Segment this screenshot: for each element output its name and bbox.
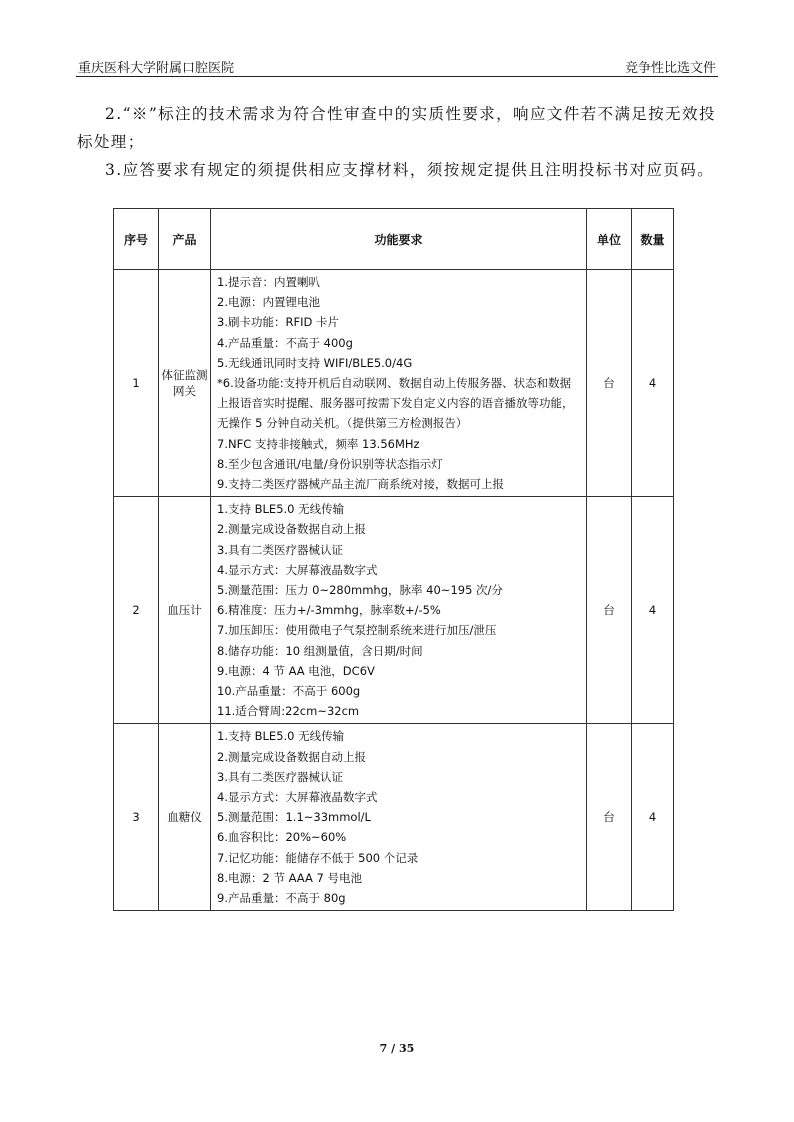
note-2: 3.应答要求有规定的须提供相应支撑材料，须按规定提供且注明投标书对应页码。 xyxy=(105,161,715,179)
row-seq: 1 xyxy=(114,270,159,497)
requirement-item: 1.支持 BLE5.0 无线传输 xyxy=(217,729,345,744)
table-row xyxy=(114,497,674,724)
col-header-unit: 单位 xyxy=(587,209,632,270)
spec-table xyxy=(113,208,674,911)
requirement-item: 6.血容积比：20%~60% xyxy=(217,830,347,845)
row-requirements xyxy=(211,497,587,724)
row-quantity: 4 xyxy=(632,270,674,497)
row-unit: 台 xyxy=(587,497,632,724)
requirement-item: 3.具有二类医疗器械认证 xyxy=(217,769,343,784)
requirement-item: 6.精准度：压力+/-3mmhg，脉率数+/-5% xyxy=(217,603,441,618)
requirement-item: 3.具有二类医疗器械认证 xyxy=(217,542,343,557)
col-header-requirements: 功能要求 xyxy=(211,209,587,270)
col-header-product: 产品 xyxy=(159,209,211,270)
row-quantity: 4 xyxy=(632,497,674,724)
table-row xyxy=(114,270,674,497)
requirement-item: 4.显示方式：大屏幕液晶数字式 xyxy=(217,790,378,805)
row-unit: 台 xyxy=(587,270,632,497)
requirement-item: 5.测量范围：压力 0~280mmhg，脉率 40~195 次/分 xyxy=(217,583,503,598)
requirement-item: 3.刷卡功能：RFID 卡片 xyxy=(217,315,339,330)
col-header-seq: 序号 xyxy=(114,209,159,270)
header-institution: 重庆医科大学附属口腔医院 xyxy=(78,61,235,76)
row-unit: 台 xyxy=(587,724,632,911)
requirement-item: 10.产品重量：不高于 600g xyxy=(217,684,361,699)
requirement-item: 2.电源：内置锂电池 xyxy=(217,295,320,310)
requirement-item: 1.提示音：内置喇叭 xyxy=(217,275,320,289)
requirement-item: *6.设备功能:支持开机后自动联网、数据自动上传服务器、状态和数据上报语音实时提醒、服务器可按需下发自定义内容的语音播放等功能，无操作 5 分钟自动关机。（提供第三方检测报告） xyxy=(217,376,574,431)
row-product: 血压计 xyxy=(159,497,211,724)
row-seq: 3 xyxy=(114,724,159,911)
requirement-item: 8.电源：2 节 AAA 7 号电池 xyxy=(217,870,362,885)
row-seq: 2 xyxy=(114,497,159,724)
row-requirements xyxy=(211,270,587,497)
requirement-item: 5.测量范围：1.1~33mmol/L xyxy=(217,810,371,825)
requirement-item: 9.电源：4 节 AA 电池，DC6V xyxy=(217,663,375,678)
requirement-item: 5.无线通讯同时支持 WIFI/BLE5.0/4G xyxy=(217,355,413,370)
requirement-item: 7.NFC 支持非接触式，频率 13.56MHz xyxy=(217,436,420,451)
requirement-item: 4.产品重量：不高于 400g xyxy=(217,335,353,350)
row-quantity: 4 xyxy=(632,724,674,911)
requirement-item: 8.储存功能：10 组测量值，含日期/时间 xyxy=(217,643,423,658)
requirement-item: 7.加压卸压：使用微电子气泵控制系统来进行加压/泄压 xyxy=(217,623,497,638)
table-header-row xyxy=(114,209,674,270)
header-document-type: 竞争性比选文件 xyxy=(624,61,716,76)
row-product: 体征监测网关 xyxy=(159,270,211,497)
requirement-item: 2.测量完成设备数据自动上报 xyxy=(217,749,366,764)
page-header xyxy=(76,54,718,77)
table-row xyxy=(114,724,674,911)
row-requirements xyxy=(211,724,587,911)
notes-section xyxy=(77,100,719,184)
col-header-quantity: 数量 xyxy=(632,209,674,270)
requirement-item: 1.支持 BLE5.0 无线传输 xyxy=(217,502,345,517)
requirement-item: 4.显示方式：大屏幕液晶数字式 xyxy=(217,562,378,577)
requirement-item: 9.支持二类医疗器械产品主流厂商系统对接，数据可上报 xyxy=(217,477,504,492)
page-number: 7 / 35 xyxy=(379,1042,415,1055)
requirement-item: 11.适合臂周:22cm~32cm xyxy=(217,704,360,719)
requirement-item: 7.记忆功能：能储存不低于 500 个记录 xyxy=(217,850,419,865)
requirement-item: 2.测量完成设备数据自动上报 xyxy=(217,522,366,537)
row-product: 血糖仪 xyxy=(159,724,211,911)
requirement-item: 9.产品重量：不高于 80g xyxy=(217,891,346,906)
note-1: 2.“※”标注的技术需求为符合性审查中的实质性要求，响应文件若不满足按无效投标处理； xyxy=(77,105,716,151)
requirement-item: 8.至少包含通讯/电量/身份识别等状态指示灯 xyxy=(217,456,443,471)
